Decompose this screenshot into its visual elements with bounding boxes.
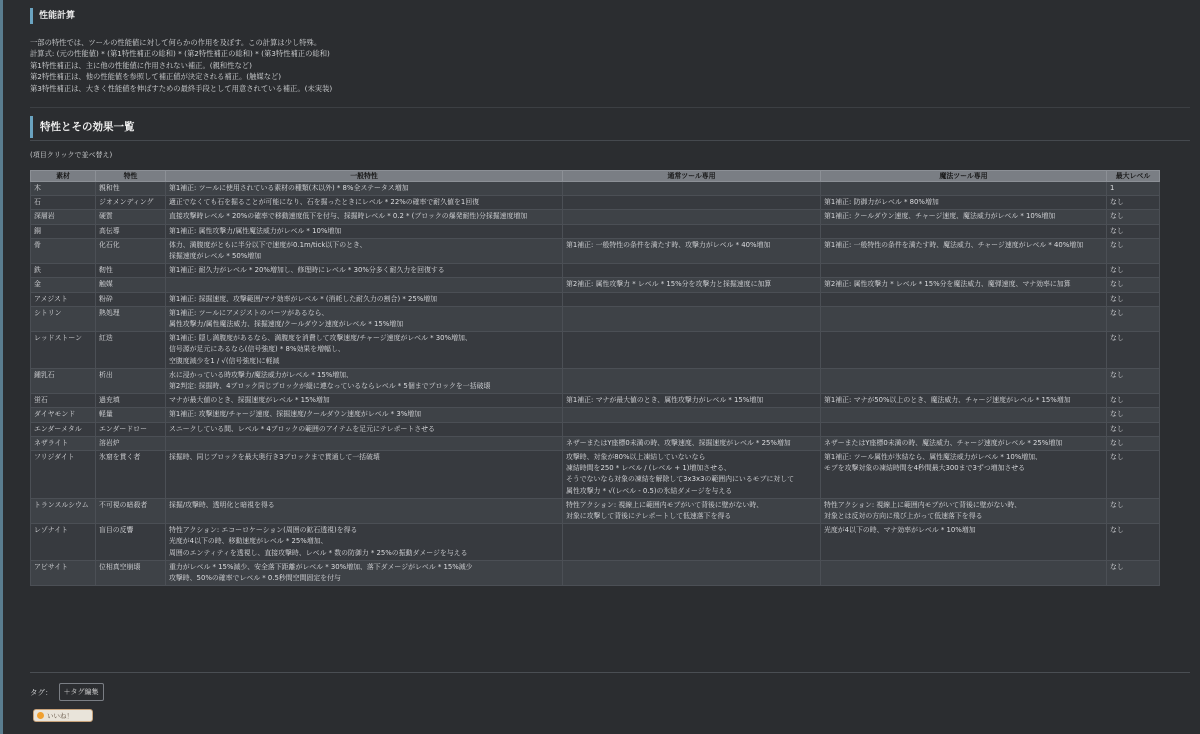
magic-tool-cell <box>821 451 1107 499</box>
table-row <box>31 408 1160 422</box>
cell-line: 重力がレベル * 15%減少、安全落下距離がレベル * 30%増加、落下ダメージがレベル * 15%減少 <box>169 562 473 571</box>
magic-tool-cell <box>821 182 1107 196</box>
normal-tool-cell <box>563 394 821 408</box>
cell-line: 第1補正: 一般特性の条件を満たす時、攻撃力がレベル * 40%増加 <box>566 240 771 249</box>
cell-line: 採掘/攻撃時、透明化と暗視を得る <box>169 500 275 509</box>
cell-line: 第2補正: 属性攻撃力 * レベル * 15%分を魔法威力、魔弾速度、マナ効率に加算 <box>824 280 1071 289</box>
normal-tool-cell <box>563 224 821 238</box>
column-header-trait[interactable]: 特性 <box>96 171 166 182</box>
normal-tool-cell <box>563 292 821 306</box>
table-row <box>31 524 1160 561</box>
cell-line: 第1補正: 採掘速度、攻撃範囲/マナ効率がレベル * (消耗した耐久力の割合) * 25%増加 <box>169 294 438 303</box>
traits-table-body <box>31 182 1160 586</box>
table-row <box>31 368 1160 393</box>
magic-tool-cell <box>821 436 1107 450</box>
cell-line: 光度が4以下の時、マナ効率がレベル * 10%増加 <box>824 526 976 535</box>
like-icon <box>37 712 44 719</box>
cell-line: 特性アクション: 視線上に範囲内モブがいて背後に壁がない時、 <box>824 500 1022 509</box>
max-level-cell: なし <box>1107 408 1160 422</box>
table-row <box>31 332 1160 369</box>
general-cell <box>166 422 563 436</box>
max-level-cell: なし <box>1107 436 1160 450</box>
trait-cell: 硬質 <box>96 210 166 224</box>
general-cell <box>166 524 563 561</box>
cell-line: 第1補正: マナが50%以上のとき、魔法威力、チャージ速度がレベル * 15%増加 <box>824 396 1071 405</box>
max-level-cell: なし <box>1107 224 1160 238</box>
table-row <box>31 182 1160 196</box>
cell-line: 採掘速度がレベル * 50%増加 <box>169 252 262 261</box>
magic-tool-cell <box>821 394 1107 408</box>
table-row <box>31 422 1160 436</box>
performance-line: 第2特性補正は、他の性能値を参照して補正値が決定される補正。(触媒など) <box>30 72 282 82</box>
normal-tool-cell <box>563 278 821 292</box>
cell-line: 対象に攻撃して背後にテレポートして低速落下を得る <box>566 512 732 521</box>
trait-cell: 親和性 <box>96 182 166 196</box>
cell-line: 空腹度減少を1 / √(信号強度)に軽減 <box>169 356 280 365</box>
max-level-cell: なし <box>1107 394 1160 408</box>
max-level-cell: 1 <box>1107 182 1160 196</box>
magic-tool-cell <box>821 292 1107 306</box>
general-cell <box>166 560 563 585</box>
cell-line: 第1補正: クールダウン速度、チャージ速度、魔法威力がレベル * 10%増加 <box>824 212 1056 221</box>
performance-line: 第3特性補正は、大きく性能値を伸ばすための最終手段として用意されている補正。(未実装) <box>30 83 333 93</box>
material-cell: アメジスト <box>31 292 96 306</box>
table-row <box>31 498 1160 523</box>
general-cell <box>166 394 563 408</box>
tags-label: タグ： <box>30 687 53 697</box>
max-level-cell: なし <box>1107 560 1160 585</box>
trait-cell: 位相真空崩壊 <box>96 560 166 585</box>
section-divider <box>30 107 1190 108</box>
general-cell <box>166 278 563 292</box>
cell-line: 特性アクション: エコーロケーション(周囲の鉱石透視)を得る <box>169 526 358 535</box>
trait-cell: 化石化 <box>96 238 166 263</box>
max-level-cell: なし <box>1107 332 1160 369</box>
table-row <box>31 292 1160 306</box>
tag-edit-button[interactable]: ＋タグ編集 <box>59 683 104 701</box>
cell-line: 第1補正: 防御力がレベル * 80%増加 <box>824 198 939 207</box>
normal-tool-cell <box>563 210 821 224</box>
material-cell: 鉄 <box>31 264 96 278</box>
material-cell: 銅 <box>31 224 96 238</box>
trait-cell: 過充填 <box>96 394 166 408</box>
normal-tool-cell <box>563 436 821 450</box>
cell-line: 属性攻撃力 * √(レベル - 0.5)の氷結ダメージを与える <box>566 486 733 495</box>
general-cell <box>166 224 563 238</box>
max-level-cell: なし <box>1107 238 1160 263</box>
normal-tool-cell <box>563 196 821 210</box>
table-row <box>31 196 1160 210</box>
column-header-material[interactable]: 素材 <box>31 171 96 182</box>
trait-cell: 靭性 <box>96 264 166 278</box>
column-header-general[interactable]: 一般特性 <box>166 171 563 182</box>
max-level-cell: なし <box>1107 196 1160 210</box>
general-cell <box>166 292 563 306</box>
material-cell: 骨 <box>31 238 96 263</box>
magic-tool-cell <box>821 278 1107 292</box>
max-level-cell: なし <box>1107 292 1160 306</box>
column-header-magic-tool[interactable]: 魔法ツール専用 <box>821 171 1107 182</box>
cell-line: 第1補正: 一般特性の条件を満たす時、魔法威力、チャージ速度がレベル * 40%増加 <box>824 240 1084 249</box>
normal-tool-cell <box>563 422 821 436</box>
general-cell <box>166 264 563 278</box>
material-cell: エンダーメタル <box>31 422 96 436</box>
cell-line: 第1補正: 耐久力がレベル * 20%増加し、修理時にレベル * 30%分多く耐久力を回復する <box>169 266 445 275</box>
cell-line: スニークしている間、レベル * 4ブロックの範囲のアイテムを足元にテレポートさせる <box>169 424 435 433</box>
cell-line: 光度が4以下の時、移動速度がレベル * 25%増加、 <box>169 537 328 546</box>
max-level-cell: なし <box>1107 422 1160 436</box>
cell-line: 第2補正: 属性攻撃力 * レベル * 15%分を攻撃力と採掘速度に加算 <box>566 280 772 289</box>
max-level-cell: なし <box>1107 524 1160 561</box>
trait-cell: 不可視の暗殺者 <box>96 498 166 523</box>
magic-tool-cell <box>821 524 1107 561</box>
cell-line: マナが最大値のとき、採掘速度がレベル * 15%増加 <box>169 396 330 405</box>
magic-tool-cell <box>821 210 1107 224</box>
material-cell: ネザライト <box>31 436 96 450</box>
material-cell: アビサイト <box>31 560 96 585</box>
max-level-cell: なし <box>1107 278 1160 292</box>
material-cell: 蛍石 <box>31 394 96 408</box>
general-cell <box>166 451 563 499</box>
magic-tool-cell <box>821 332 1107 369</box>
table-header-row <box>31 171 1160 182</box>
table-row <box>31 436 1160 450</box>
cell-line: 第1補正: 攻撃速度/チャージ速度、採掘速度/クールダウン速度がレベル * 3%増加 <box>169 410 422 419</box>
section-heading-traits: 特性とその効果一覧 <box>30 116 1190 138</box>
table-row <box>31 238 1160 263</box>
cell-line: 適正でなくても石を掘ることが可能になり、石を掘ったときにレベル * 22%の確率で耐久値を1回復 <box>169 198 480 207</box>
cell-line: 第1補正: 隠し満腹度があるなら、満腹度を消費して攻撃速度/チャージ速度がレベル * 30%増加、 <box>169 334 472 343</box>
magic-tool-cell <box>821 238 1107 263</box>
trait-cell: 溶岩炉 <box>96 436 166 450</box>
normal-tool-cell <box>563 332 821 369</box>
general-cell <box>166 196 563 210</box>
cell-line: ネザーまたはY座標0未満の時、魔法威力、チャージ速度がレベル * 25%増加 <box>824 438 1063 447</box>
cell-line: 属性攻撃力/属性魔法威力、採掘速度/クールダウン速度がレベル * 15%増加 <box>169 320 404 329</box>
normal-tool-cell <box>563 498 821 523</box>
material-cell: 鍾乳石 <box>31 368 96 393</box>
cell-line: 水に浸かっている時攻撃力/魔法威力がレベル * 15%増加、 <box>169 370 353 379</box>
cell-line: 第1補正: ツールにアメジストのパーツがあるなら、 <box>169 308 329 317</box>
trait-cell: 盲目の反響 <box>96 524 166 561</box>
cell-line: 第1補正: 属性攻撃力/属性魔法威力がレベル * 10%増加 <box>169 226 342 235</box>
magic-tool-cell <box>821 560 1107 585</box>
table-row <box>31 451 1160 499</box>
magic-tool-cell <box>821 306 1107 331</box>
max-level-cell: なし <box>1107 368 1160 393</box>
magic-tool-cell <box>821 408 1107 422</box>
table-row <box>31 306 1160 331</box>
performance-line: 一部の特性では、ツールの性能値に対して何らかの作用を及ぼす。この計算は少し特殊。 <box>30 38 322 47</box>
normal-tool-cell <box>563 524 821 561</box>
trait-cell: 高伝導 <box>96 224 166 238</box>
material-cell: シトリン <box>31 306 96 331</box>
table-row <box>31 210 1160 224</box>
general-cell <box>166 436 563 450</box>
max-level-cell: なし <box>1107 306 1160 331</box>
general-cell <box>166 238 563 263</box>
cell-line: 攻撃時、50%の確率でレベル * 0.5秒間空間固定を付与 <box>169 574 341 583</box>
cell-line: 第2判定: 採掘時、4ブロック同じブロックが縦に連なっているならレベル * 5個までブロックを一括破壊 <box>169 382 491 391</box>
trait-cell: 析出 <box>96 368 166 393</box>
cell-line: 対象とは反対の方向に飛び上がって低速落下を得る <box>824 512 983 521</box>
table-row <box>31 264 1160 278</box>
performance-description <box>30 37 332 94</box>
cell-line: 特性アクション: 視線上に範囲内モブがいて背後に壁がない時、 <box>566 500 764 509</box>
like-button[interactable] <box>33 709 93 722</box>
cell-line: 採掘時、同じブロックを最大奥行き3ブロックまで貫通して一括破壊 <box>169 453 380 462</box>
footer-divider <box>30 672 1190 673</box>
table-row <box>31 394 1160 408</box>
normal-tool-cell <box>563 408 821 422</box>
normal-tool-cell <box>563 306 821 331</box>
cell-line: 凍結時間を250 * レベル / (レベル + 1)増加させる、 <box>566 464 731 473</box>
normal-tool-cell <box>563 264 821 278</box>
material-cell: 深層岩 <box>31 210 96 224</box>
magic-tool-cell <box>821 264 1107 278</box>
general-cell <box>166 498 563 523</box>
normal-tool-cell <box>563 451 821 499</box>
cell-line: 信号源が足元にあるなら(信号強度) * 8%効果を増幅し、 <box>169 345 345 354</box>
material-cell: レッドストーン <box>31 332 96 369</box>
material-cell: 石 <box>31 196 96 210</box>
max-level-cell: なし <box>1107 451 1160 499</box>
traits-table <box>30 170 1160 586</box>
general-cell <box>166 306 563 331</box>
cell-line: 第1補正: ツールに使用されている素材の種類(木以外) * 8%全ステータス増加 <box>169 184 409 192</box>
cell-line: そうでないなら対象の凍結を解除して3x3x3の範囲内にいるモブに対して <box>566 475 795 484</box>
cell-line: 第1補正: マナが最大値のとき、属性攻撃力がレベル * 15%増加 <box>566 396 764 405</box>
max-level-cell: なし <box>1107 498 1160 523</box>
normal-tool-cell <box>563 368 821 393</box>
cell-line: 周囲のエンティティを透視し、直接攻撃時、レベル * 数の防御力 * 25%の振動ダメージを与える <box>169 548 468 557</box>
like-label: いいね！ <box>47 712 73 720</box>
trait-cell: 氷窟を貫く者 <box>96 451 166 499</box>
normal-tool-cell <box>563 238 821 263</box>
magic-tool-cell <box>821 224 1107 238</box>
trait-cell: ジオメンディング <box>96 196 166 210</box>
magic-tool-cell <box>821 498 1107 523</box>
material-cell: フリジダイト <box>31 451 96 499</box>
heading-rule <box>30 140 1190 141</box>
normal-tool-cell <box>563 182 821 196</box>
cell-line: 直接攻撃時レベル * 20%の確率で移動速度低下を付与、採掘時レベル * 0.2 * (ブロックの爆発耐性)分採掘速度増加 <box>169 212 528 221</box>
magic-tool-cell <box>821 368 1107 393</box>
trait-cell: 粉砕 <box>96 292 166 306</box>
performance-line: 計算式: (元の性能値) * (第1特性補正の総和) * (第2特性補正の総和) * (第3特性補正の総和) <box>30 49 330 59</box>
sort-hint: (項目クリックで並べ替え) <box>30 151 113 159</box>
trait-cell: 熱処理 <box>96 306 166 331</box>
material-cell: ダイヤモンド <box>31 408 96 422</box>
material-cell: 金 <box>31 278 96 292</box>
material-cell: トランスルシウム <box>31 498 96 523</box>
column-header-max-level[interactable]: 最大レベル <box>1107 171 1160 182</box>
general-cell <box>166 210 563 224</box>
table-row <box>31 278 1160 292</box>
table-row <box>31 224 1160 238</box>
general-cell <box>166 332 563 369</box>
general-cell <box>166 182 563 196</box>
page-left-border <box>0 0 3 734</box>
cell-line: ネザーまたはY座標0未満の時、攻撃速度、採掘速度がレベル * 25%増加 <box>566 438 791 447</box>
trait-cell: 軽量 <box>96 408 166 422</box>
cell-line: モブを攻撃対象の凍結時間を4秒間最大300まで3ずつ増加させる <box>824 464 1026 473</box>
section-heading-performance: 性能計算 <box>30 8 75 24</box>
cell-line: 第1補正: ツール属性が氷結なら、属性魔法威力がレベル * 10%増加、 <box>824 453 1042 462</box>
trait-cell: 触媒 <box>96 278 166 292</box>
trait-cell: 紅迭 <box>96 332 166 369</box>
table-row <box>31 560 1160 585</box>
material-cell: 木 <box>31 182 96 196</box>
general-cell <box>166 368 563 393</box>
column-header-normal-tool[interactable]: 通常ツール専用 <box>563 171 821 182</box>
magic-tool-cell <box>821 196 1107 210</box>
max-level-cell: なし <box>1107 264 1160 278</box>
cell-line: 体力、満腹度がともに半分以下で速度が0.1m/tick以下のとき、 <box>169 240 367 249</box>
tags-bar <box>30 683 104 701</box>
trait-cell: エンダードロー <box>96 422 166 436</box>
performance-line: 第1特性補正は、主に他の性能値に作用されない補正。(親和性など) <box>30 60 252 70</box>
material-cell: レゾナイト <box>31 524 96 561</box>
cell-line: 攻撃時、対象が80%以上凍結していないなら <box>566 453 706 462</box>
max-level-cell: なし <box>1107 210 1160 224</box>
normal-tool-cell <box>563 560 821 585</box>
magic-tool-cell <box>821 422 1107 436</box>
general-cell <box>166 408 563 422</box>
